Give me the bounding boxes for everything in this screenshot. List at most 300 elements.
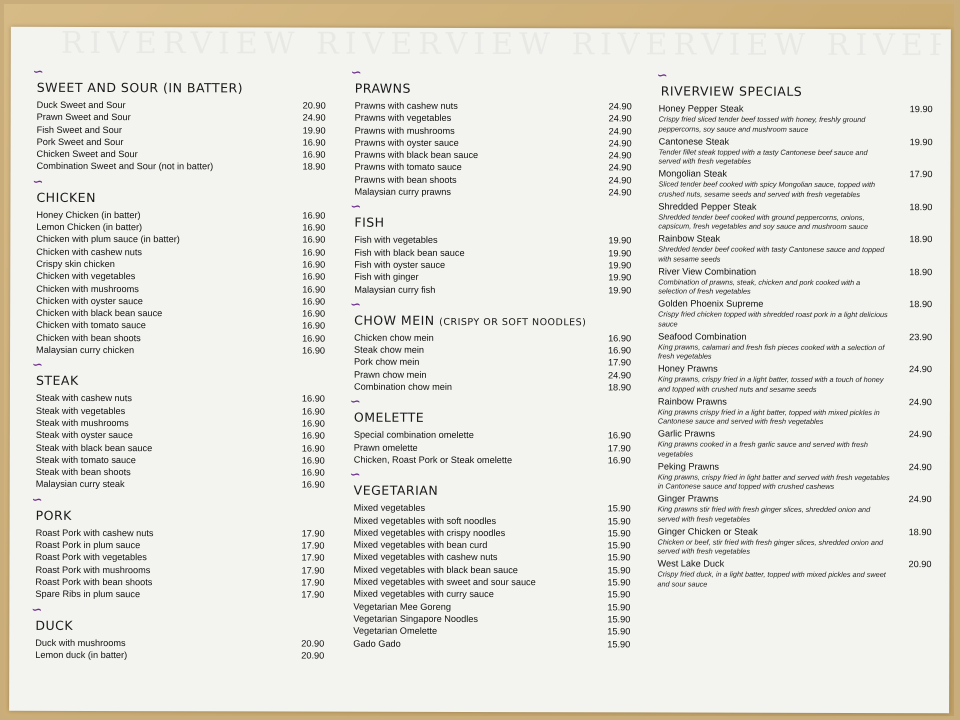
- menu-item: [33, 136, 328, 149]
- menu-item: [33, 99, 328, 112]
- menu-item-name: Chicken with vegetables: [36, 271, 136, 282]
- swirl-icon: ∽: [350, 200, 362, 216]
- menu-item-name: Vegetarian Singapore Noodles: [353, 613, 479, 624]
- menu-item-name: Steak with tomato sauce: [35, 454, 136, 465]
- section-title-text: VEGETARIAN: [353, 482, 439, 499]
- menu-item-price: 16.90: [302, 308, 326, 319]
- menu-item: [350, 539, 633, 552]
- menu-item-price: 16.90: [301, 455, 325, 466]
- menu-item: [350, 429, 633, 442]
- menu-item-name: Combination chow mein: [353, 381, 453, 392]
- menu-item-name: Roast Pork with bean shoots: [35, 576, 153, 588]
- menu-item-name: Combination Sweet and Sour (not in batter): [36, 161, 214, 172]
- menu-item: [350, 186, 633, 199]
- menu-item-name: Prawns with tomato sauce: [354, 162, 462, 173]
- special-item-price: 18.90: [909, 299, 933, 310]
- menu-item: [31, 563, 326, 576]
- special-item: [656, 362, 932, 394]
- menu-item: [32, 307, 327, 320]
- menu-item: [32, 332, 327, 345]
- menu-item-price: 16.90: [302, 284, 326, 295]
- special-item-price: 24.90: [908, 461, 932, 472]
- menu-item: [349, 613, 632, 626]
- special-item-header: [658, 330, 932, 343]
- menu-item-price: 16.90: [302, 247, 326, 258]
- menu-item: [349, 551, 632, 564]
- menu-item: [32, 429, 327, 442]
- special-item-name: Ginger Chicken or Steak: [657, 525, 758, 537]
- menu-item-price: 24.90: [608, 138, 632, 149]
- section-title-text: FISH: [354, 215, 385, 231]
- menu-item-name: Prawns with vegetables: [354, 112, 452, 124]
- special-item-price: 18.90: [909, 201, 933, 212]
- special-item-description: Tender fillet steak topped with a tasty Cantonese beef sauce and served with fresh vegetables: [658, 146, 868, 166]
- special-item: [656, 297, 932, 329]
- menu-item-name: Chicken with plum sauce (in batter): [36, 234, 180, 245]
- menu-item-name: Fish Sweet and Sour: [36, 124, 122, 135]
- menu-item-price: 19.90: [608, 284, 632, 295]
- menu-item-name: Prawns with cashew nuts: [354, 100, 458, 111]
- menu-item-price: 16.90: [302, 345, 326, 356]
- menu-item-price: 16.90: [302, 259, 326, 270]
- special-item: [656, 492, 932, 524]
- menu-item: [351, 100, 634, 113]
- special-item-description: Chicken or beef, stir fried with fresh ginger slices, shredded onion and served with fresh vegetables: [657, 536, 884, 556]
- menu-item: [32, 319, 327, 332]
- menu-item-price: 16.90: [302, 222, 326, 233]
- menu-item-name: Chicken with oyster sauce: [36, 295, 143, 306]
- special-item-header: [658, 427, 932, 440]
- menu-item-name: Gado Gado: [353, 638, 401, 649]
- special-item-name: West Lake Duck: [657, 558, 725, 569]
- swirl-icon: ∽: [350, 65, 362, 81]
- menu-item-price: 18.90: [607, 382, 631, 393]
- menu-item-price: 16.90: [301, 430, 325, 441]
- special-item-price: 24.90: [908, 494, 932, 505]
- menu-item: [350, 259, 633, 272]
- menu-item-price: 19.90: [608, 260, 632, 271]
- menu-item-price: 15.90: [607, 589, 631, 600]
- menu-item-name: Prawns with oyster sauce: [354, 137, 459, 148]
- menu-item-name: Steak with black bean sauce: [35, 442, 153, 453]
- menu-item: [32, 344, 327, 357]
- special-item: [657, 135, 933, 167]
- menu-item: [32, 454, 327, 467]
- menu-item-price: 16.90: [301, 467, 325, 478]
- special-item-name: Rainbow Prawns: [657, 395, 727, 407]
- menu-item: [349, 563, 632, 576]
- menu-item-name: Steak with vegetables: [35, 405, 126, 416]
- menu-item-price: 17.90: [608, 357, 632, 368]
- menu-item-name: Lemon Chicken (in batter): [36, 221, 143, 233]
- section-title: [36, 190, 327, 206]
- menu-item-name: Prawns with bean shoots: [354, 174, 457, 185]
- menu-item-name: Fish with vegetables: [354, 235, 438, 246]
- menu-item-name: Special combination omelette: [353, 430, 474, 441]
- section-title: [36, 508, 327, 524]
- special-item-price: 23.90: [909, 331, 933, 342]
- menu-item: [32, 478, 327, 491]
- special-item-description: Shredded tender beef cooked with tasty Cantonese sauce and topped with sesame seeds: [658, 244, 885, 264]
- menu-item-name: Mixed vegetables with bean curd: [353, 539, 488, 551]
- menu-item-name: Prawn omelette: [353, 442, 418, 453]
- menu-item: [32, 392, 327, 405]
- menu-item-price: 15.90: [607, 601, 631, 613]
- special-item-price: 17.90: [909, 169, 933, 180]
- menu-item-name: Mixed vegetables: [353, 502, 426, 514]
- special-item-price: 20.90: [908, 559, 932, 570]
- special-item: [655, 557, 931, 589]
- section-title-text: RIVERVIEW SPECIALS: [660, 83, 803, 99]
- menu-item-name: Roast Pork with mushrooms: [35, 564, 151, 575]
- menu-item: [33, 148, 328, 161]
- menu-item: [32, 466, 327, 479]
- menu-item-price: 17.90: [301, 577, 325, 588]
- menu-item: [350, 454, 633, 467]
- menu-item-name: Chicken with tomato sauce: [36, 320, 146, 331]
- menu-item-price: 15.90: [607, 626, 631, 637]
- special-item-name: Honey Pepper Steak: [658, 103, 744, 114]
- menu-item-name: Roast Pork with cashew nuts: [35, 527, 154, 538]
- section-title: [36, 373, 327, 389]
- menu-item-name: Chicken chow mein: [354, 332, 434, 343]
- special-item-header: [657, 557, 931, 570]
- menu-item: [33, 123, 328, 136]
- special-item-header: [659, 135, 933, 148]
- special-item-header: [658, 265, 932, 278]
- menu-item: [31, 649, 326, 662]
- menu-item-name: Mixed vegetables with crispy noodles: [353, 527, 506, 538]
- menu-item: [32, 527, 327, 540]
- menu-item-price: 16.90: [302, 333, 326, 344]
- special-item-name: Ginger Prawns: [657, 493, 719, 504]
- special-item-price: 24.90: [908, 429, 932, 440]
- menu-item-price: 20.90: [301, 650, 325, 661]
- swirl-icon: ∽: [32, 64, 44, 80]
- swirl-icon: ∽: [656, 68, 668, 84]
- menu-item-name: Lemon duck (in batter): [35, 649, 128, 660]
- menu-item-price: 24.90: [608, 162, 632, 173]
- menu-item-price: 17.90: [301, 528, 325, 539]
- menu-item-price: 16.90: [302, 137, 326, 148]
- menu-item-price: 16.90: [302, 296, 326, 307]
- section-title-text: DUCK: [35, 617, 74, 633]
- menu-item-name: Pork Sweet and Sour: [36, 136, 124, 147]
- swirl-icon: ∽: [349, 467, 361, 483]
- menu-item-price: 17.90: [301, 540, 325, 551]
- special-item-name: Mongolian Steak: [658, 168, 727, 179]
- special-item: [656, 460, 932, 492]
- special-item-price: 19.90: [909, 136, 933, 147]
- menu-item-name: Prawns with mushrooms: [354, 125, 455, 136]
- special-item: [657, 102, 933, 134]
- menu-item-price: 15.90: [607, 528, 631, 539]
- section-title: [354, 410, 633, 426]
- menu-item: [32, 539, 327, 552]
- menu-item: [350, 344, 633, 357]
- menu-item-name: Malaysian curry chicken: [36, 344, 135, 356]
- menu-item-price: 15.90: [607, 577, 631, 588]
- menu-item: [349, 588, 632, 601]
- menu-item-price: 24.90: [608, 125, 632, 136]
- special-item-header: [658, 297, 932, 310]
- swirl-icon: ∽: [31, 492, 43, 508]
- section-title: [354, 483, 633, 499]
- menu-item-name: Fish with black bean sauce: [354, 247, 465, 258]
- menu-item-name: Steak with mushrooms: [35, 417, 129, 429]
- special-item-description: Shredded tender beef cooked with ground peppercorns, onions, capsicum, fresh vegetables and soy sauce and mushroom sauce: [658, 211, 869, 232]
- special-item-price: 18.90: [909, 234, 933, 245]
- menu-item-price: 16.90: [301, 479, 325, 491]
- section-title-text: STEAK: [35, 373, 79, 389]
- menu-item-name: Roast Pork in plum sauce: [35, 539, 141, 551]
- special-item-description: Crispy fried chicken topped with shredded roast pork in a light delicious sauce: [658, 309, 888, 329]
- menu-item-price: 16.90: [302, 149, 326, 160]
- menu-column-middle: [349, 65, 634, 651]
- special-item-name: Seafood Combination: [658, 330, 747, 342]
- swirl-icon: ∽: [32, 174, 44, 190]
- menu-column-left: [31, 64, 328, 662]
- menu-item: [32, 441, 327, 454]
- menu-item-price: 24.90: [608, 187, 632, 198]
- menu-item-name: Vegetarian Omelette: [353, 625, 438, 637]
- menu-item-price: 16.90: [608, 333, 632, 344]
- menu-item: [349, 637, 632, 650]
- menu-item-name: Steak chow mein: [354, 344, 425, 356]
- menu-item-price: 16.90: [301, 393, 325, 404]
- menu-item-name: Mixed vegetables with cashew nuts: [353, 552, 498, 563]
- menu-item-price: 17.90: [607, 442, 631, 454]
- menu-item: [31, 588, 326, 601]
- menu-item: [350, 514, 633, 527]
- menu-item-name: Mixed vegetables with sweet and sour sauce: [353, 576, 536, 588]
- menu-item: [32, 404, 327, 417]
- menu-item: [350, 441, 633, 454]
- menu-item-price: 16.90: [607, 430, 631, 441]
- menu-item-price: 20.90: [301, 638, 325, 649]
- section-title: [37, 80, 328, 96]
- watermark: [61, 29, 941, 61]
- special-item: [656, 427, 932, 459]
- menu-item-price: 24.90: [302, 112, 326, 123]
- menu-item-name: Chicken with cashew nuts: [36, 246, 143, 257]
- menu-item-price: 16.90: [301, 418, 325, 429]
- menu-item-price: 19.90: [608, 235, 632, 246]
- section-title: [354, 313, 633, 329]
- menu-item: [350, 526, 633, 539]
- menu-item-price: 24.90: [607, 370, 632, 381]
- special-item-header: [658, 395, 932, 408]
- menu-item-name: Honey Chicken (in batter): [36, 209, 141, 220]
- menu-item-name: Steak with bean shoots: [35, 466, 131, 478]
- section-title-text: PORK: [35, 507, 72, 523]
- menu-item-name: Fish with oyster sauce: [354, 259, 446, 270]
- menu-item: [350, 246, 633, 259]
- menu-item-price: 24.90: [608, 113, 632, 124]
- menu-item-price: 20.90: [302, 100, 326, 111]
- special-item-price: 18.90: [909, 266, 933, 277]
- menu-item: [32, 233, 327, 246]
- special-item-header: [658, 167, 932, 180]
- menu-item-price: 15.90: [607, 614, 631, 625]
- menu-item-price: 17.90: [301, 565, 325, 576]
- menu-item-price: 24.90: [608, 101, 632, 112]
- special-item-description: King prawns, crispy fried in light batter and served with fresh vegetables in Cantonese sauce and topped with crushed cashews: [657, 471, 890, 491]
- menu-item: [32, 417, 327, 430]
- menu-item-price: 15.90: [607, 552, 631, 563]
- section-title-text: CHICKEN: [36, 189, 96, 205]
- special-item-header: [658, 525, 932, 538]
- menu-item-price: 15.90: [607, 540, 631, 551]
- section-title-text: OMELETTE: [353, 410, 425, 426]
- menu-item-name: Chicken Sweet and Sour: [36, 149, 138, 160]
- special-item-description: Sliced tender beef cooked with spicy Mongolian sauce, topped with crushed nuts, sesame seeds and served with fresh vegetables: [658, 179, 876, 199]
- section-title: [354, 215, 633, 231]
- swirl-icon: ∽: [31, 602, 43, 618]
- special-item-description: King prawns, calamari and fresh fish pieces cooked with a selection of fresh vegetables: [658, 341, 885, 361]
- menu-item: [31, 551, 326, 564]
- menu-item-name: Mixed vegetables with soft noodles: [353, 515, 497, 526]
- menu-item: [350, 368, 633, 381]
- menu-item: [33, 111, 328, 124]
- menu-item-name: Mixed vegetables with black bean sauce: [353, 564, 518, 575]
- special-item-description: Crispy fried duck, in a light batter, topped with mixed pickles and sweet and sour sauce: [657, 569, 886, 589]
- section-title: [35, 617, 326, 633]
- menu-item: [349, 625, 632, 638]
- menu-item-price: 19.90: [608, 272, 632, 283]
- menu-item-name: Duck with mushrooms: [35, 637, 126, 648]
- menu-item: [32, 282, 327, 295]
- menu-item-name: Steak with oyster sauce: [35, 430, 133, 441]
- menu-item-price: 16.90: [301, 443, 325, 454]
- menu-item-price: 19.90: [302, 125, 326, 136]
- menu-item-price: 16.90: [607, 455, 631, 466]
- special-item-header: [658, 492, 932, 505]
- menu-item-price: 16.90: [301, 406, 325, 417]
- special-item: [656, 330, 932, 362]
- special-item: [656, 232, 932, 264]
- special-item-header: [658, 460, 932, 473]
- special-item-name: Peking Prawns: [657, 460, 720, 472]
- menu-item-price: 15.90: [607, 515, 631, 526]
- menu-item: [32, 258, 327, 271]
- menu-item: [32, 221, 327, 234]
- special-item-header: [659, 102, 933, 115]
- menu-item: [351, 112, 634, 125]
- menu-item-price: 18.90: [302, 162, 326, 173]
- special-item-price: 24.90: [908, 396, 932, 407]
- special-item-name: Garlic Prawns: [657, 428, 716, 439]
- menu-item-price: 17.90: [301, 589, 325, 600]
- menu-item-name: Malaysian curry fish: [354, 284, 436, 295]
- menu-item-name: Pork chow mein: [354, 357, 420, 368]
- menu-item-name: Chicken with black bean sauce: [36, 307, 163, 319]
- menu-item: [350, 173, 633, 186]
- menu-item-price: 16.90: [302, 210, 326, 221]
- special-item-description: King prawns stir fried with fresh ginger slices, shredded onion and served with fresh vegetables: [657, 504, 871, 524]
- menu-item-name: Duck Sweet and Sour: [36, 99, 126, 111]
- menu-item-price: 24.90: [608, 150, 632, 161]
- swirl-icon: ∽: [31, 358, 43, 374]
- menu-item-name: Prawns with black bean sauce: [354, 149, 479, 161]
- menu-item: [351, 124, 634, 137]
- menu-item-name: Chicken with bean shoots: [36, 332, 141, 343]
- swirl-icon: ∽: [349, 395, 361, 411]
- menu-column-specials: [655, 68, 932, 590]
- section-title-text: PRAWNS: [354, 80, 411, 96]
- menu-item-name: Crispy skin chicken: [36, 258, 115, 270]
- menu-item: [350, 283, 633, 296]
- menu-item-name: Steak with cashew nuts: [35, 393, 132, 404]
- section-title: [661, 83, 933, 99]
- menu-item: [350, 234, 633, 247]
- special-item-header: [658, 200, 932, 213]
- special-item: [656, 200, 932, 232]
- menu-item-price: 16.90: [302, 234, 326, 245]
- menu-item: [350, 271, 633, 284]
- special-item-name: Shredded Pepper Steak: [658, 200, 757, 212]
- menu-item-name: Mixed vegetables with curry sauce: [353, 588, 494, 600]
- special-item: [656, 167, 932, 199]
- menu-item: [350, 381, 633, 394]
- special-item: [656, 395, 932, 427]
- menu-item-name: Roast Pork with vegetables: [35, 552, 147, 563]
- menu-item-name: Fish with ginger: [354, 271, 419, 283]
- menu-page: [9, 27, 951, 713]
- special-item-description: Crispy fried sliced tender beef tossed with honey, freshly ground peppercorns, soy sauce and mushroom sauce: [658, 114, 866, 134]
- menu-item-price: 24.90: [608, 175, 632, 186]
- special-item-name: Cantonese Steak: [658, 135, 730, 147]
- menu-item: [32, 295, 327, 308]
- menu-item: [32, 209, 327, 222]
- menu-item: [351, 137, 634, 150]
- section-title-text: CHOW MEIN: [354, 312, 435, 328]
- menu-item-price: 16.90: [302, 320, 326, 332]
- section-subtitle: (CRISPY OR SOFT NOODLES): [439, 316, 587, 329]
- special-item-description: Combination of prawns, steak, chicken and pork cooked with a selection of fresh vegetables: [658, 276, 861, 296]
- menu-item-price: 17.90: [301, 552, 325, 563]
- menu-item-price: 15.90: [607, 503, 631, 514]
- menu-item-name: Prawn chow mein: [353, 369, 427, 380]
- menu-item-price: 15.90: [607, 565, 631, 576]
- menu-item: [31, 636, 326, 649]
- special-item-header: [658, 362, 932, 375]
- menu-item-name: Vegetarian Mee Goreng: [353, 601, 451, 612]
- menu-item: [32, 270, 327, 283]
- menu-item-name: Chicken, Roast Pork or Steak omelette: [353, 454, 513, 466]
- swirl-icon: ∽: [350, 297, 362, 313]
- special-item-description: King prawns cooked in a fresh garlic sauce and served with fresh vegetables: [657, 439, 868, 459]
- menu-item: [351, 149, 634, 162]
- special-item-name: River View Combination: [658, 265, 757, 277]
- special-item-price: 24.90: [908, 364, 933, 375]
- menu-item: [349, 576, 632, 589]
- menu-item: [351, 161, 634, 174]
- special-item: [656, 525, 932, 557]
- section-title-text: SWEET AND SOUR (IN BATTER): [36, 79, 244, 96]
- menu-item-name: Spare Ribs in plum sauce: [35, 589, 141, 600]
- menu-item: [350, 502, 633, 515]
- special-item-description: King prawns crispy fried in a light batter, topped with mixed pickles in Cantonese sauce and served with fresh vegetables: [657, 406, 880, 426]
- menu-item: [350, 332, 633, 345]
- menu-item-name: Chicken with mushrooms: [36, 283, 139, 294]
- menu-item-price: 19.90: [608, 248, 632, 259]
- menu-item-price: 15.90: [607, 638, 631, 649]
- menu-item: [32, 245, 327, 258]
- special-item-price: 19.90: [909, 104, 933, 115]
- special-item-description: King prawns, crispy fried in a light batter, tossed with a touch of honey and topped with crushed nuts and sesame seeds: [657, 374, 884, 394]
- menu-item-name: Malaysian curry prawns: [354, 186, 451, 198]
